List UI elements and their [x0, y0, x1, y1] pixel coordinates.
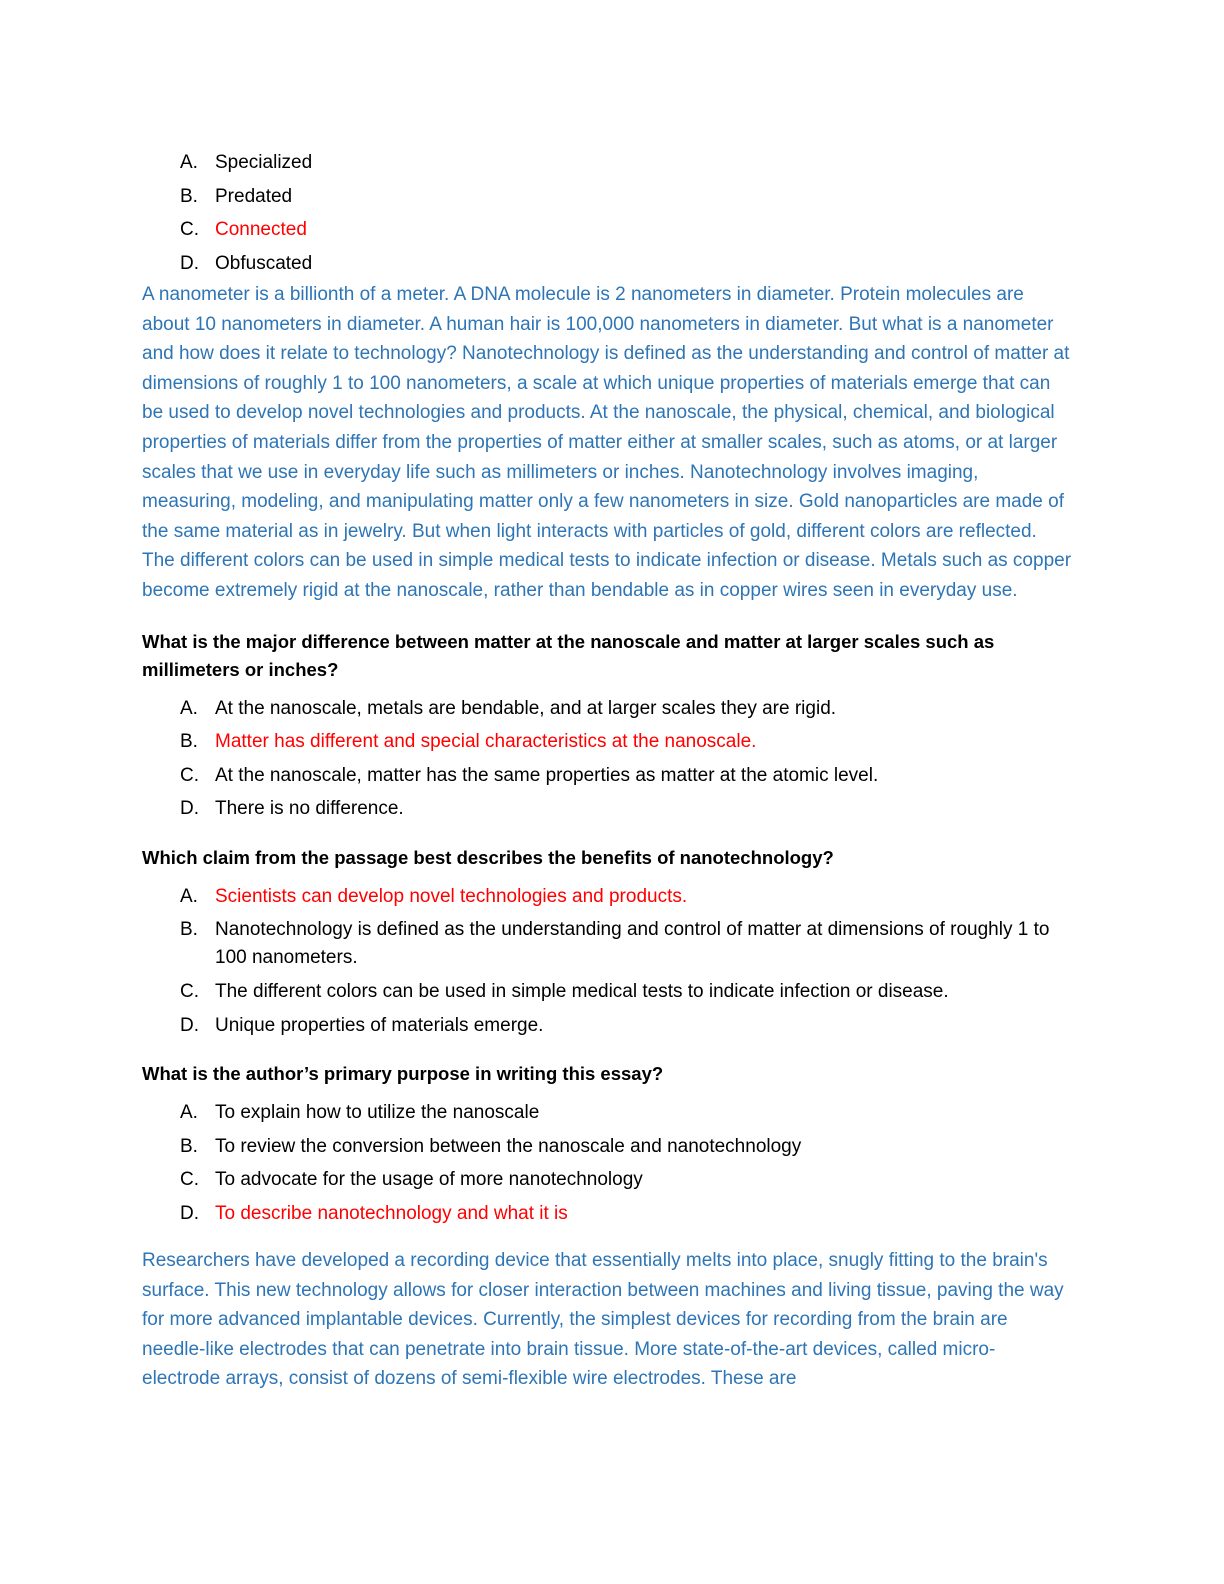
- option-letter: D.: [180, 1202, 199, 1224]
- question-3-prompt: What is the author’s primary purpose in writing this essay?: [142, 1063, 664, 1085]
- option-text-correct: Connected: [215, 219, 307, 240]
- option-letter: D.: [180, 252, 199, 274]
- answer-options-question-3: [142, 1096, 1072, 1230]
- option-c-correct: [142, 213, 1072, 247]
- option-a: [142, 146, 1072, 180]
- option-letter: A.: [180, 697, 198, 719]
- option-b: [142, 1130, 1072, 1164]
- option-text: Obfuscated: [215, 252, 313, 274]
- option-d: [142, 792, 1072, 826]
- option-c: [142, 1163, 1072, 1197]
- option-text-correct: Scientists can develop novel technologies and products.: [215, 885, 688, 907]
- option-b: [142, 913, 1072, 975]
- option-a: [142, 692, 1072, 726]
- option-letter: C.: [180, 981, 199, 1003]
- page-content: [142, 146, 1072, 1394]
- option-letter: A.: [180, 1102, 198, 1124]
- option-letter: B.: [180, 919, 198, 941]
- option-text: To advocate for the usage of more nanotechnology: [215, 1169, 643, 1191]
- option-letter: B.: [180, 731, 198, 753]
- option-letter: D.: [180, 1014, 199, 1036]
- option-d: [142, 1009, 1072, 1043]
- option-text: At the nanoscale, metals are bendable, and at larger scales they are rigid.: [215, 697, 837, 719]
- option-letter: C.: [180, 219, 199, 240]
- option-text: Unique properties of materials emerge.: [215, 1014, 544, 1036]
- option-text: The different colors can be used in simple medical tests to indicate infection or disease.: [215, 981, 949, 1003]
- option-text: At the nanoscale, matter has the same properties as matter at the atomic level.: [215, 764, 879, 786]
- option-a: [142, 1096, 1072, 1130]
- answer-options-question-2: [142, 880, 1072, 1043]
- option-text: Predated: [215, 185, 293, 207]
- option-text: To explain how to utilize the nanoscale: [215, 1102, 540, 1124]
- passage-nanotechnology: A nanometer is a billionth of a meter. A DNA molecule is 2 nanometers in diameter. Protein molecules are about 10 nanometers in diameter. A human hair is 100,000 nanometers in diameter. But what is a nanometer and how does it relate to technology? Nanotechnology is defined as the understanding and control of matter at dimensions of roughly 1 to 100 nanometers, a scale at which unique properties of materials emerge that can be used to develop novel technologies and products. At the nanoscale, the physical, chemical, and biological properties of materials differ from the properties of matter either at smaller scales, such as atoms, or at larger scales that we use in everyday life such as millimeters or inches. Nanotechnology involves imaging, measuring, modeling, and manipulating matter only a few nanometers in size. Gold nanoparticles are made of the same material as in jewelry. But when light interacts with particles of gold, different colors are reflected. The different colors can be used in simple medical tests to indicate infection or disease. Metals such as copper become extremely rigid at the nanoscale, rather than bendable as in copper wires seen in everyday use.: [142, 284, 1072, 601]
- option-d: [142, 247, 1072, 281]
- option-letter: B.: [180, 1135, 198, 1157]
- option-text: To review the conversion between the nanoscale and nanotechnology: [215, 1135, 802, 1157]
- option-text: Specialized: [215, 152, 313, 173]
- option-c: [142, 759, 1072, 793]
- question-1-prompt: What is the major difference between matter at the nanoscale and matter at larger scales such as millimeters or inches?: [142, 630, 995, 680]
- option-letter: B.: [180, 185, 198, 207]
- option-a-correct: [142, 880, 1072, 914]
- answer-options-block1: [142, 146, 1072, 280]
- option-d-correct: [142, 1197, 1072, 1231]
- option-letter: A.: [180, 152, 198, 173]
- option-letter: C.: [180, 1169, 199, 1191]
- option-letter: A.: [180, 885, 198, 907]
- option-c: [142, 975, 1072, 1009]
- option-text-correct: Matter has different and special characteristics at the nanoscale.: [215, 731, 757, 753]
- option-letter: D.: [180, 798, 199, 820]
- option-text: There is no difference.: [215, 798, 404, 820]
- option-text: Nanotechnology is defined as the understanding and control of matter at dimensions of roughly 1 to 100 nanometers.: [215, 919, 1050, 969]
- answer-options-question-1: [142, 692, 1072, 826]
- option-letter: C.: [180, 764, 199, 786]
- question-2-prompt: Which claim from the passage best describes the benefits of nanotechnology?: [142, 846, 834, 868]
- option-text-correct: To describe nanotechnology and what it is: [215, 1202, 568, 1224]
- option-b-correct: [142, 725, 1072, 759]
- option-b: [142, 180, 1072, 214]
- passage-brain-recording-device: Researchers have developed a recording device that essentially melts into place, snugly fitting to the brain's surface. This new technology allows for closer interaction between machines and living tissue, paving the way for more advanced implantable devices. Currently, the simplest devices for recording from the brain are needle-like electrodes that can penetrate into brain tissue. More state-of-the-art devices, called micro-electrode arrays, consist of dozens of semi-flexible wire electrodes. These are: [142, 1250, 1064, 1390]
